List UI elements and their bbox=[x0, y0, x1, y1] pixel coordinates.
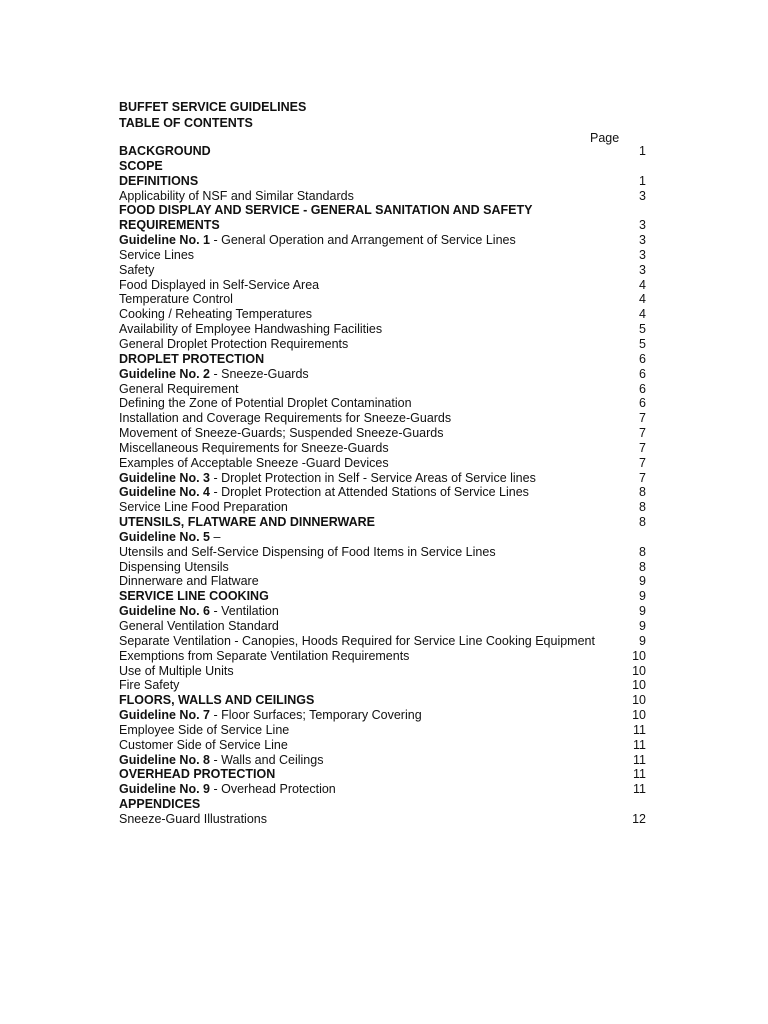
toc-page-number: 5 bbox=[639, 336, 646, 351]
guideline-title: – bbox=[210, 529, 221, 544]
toc-entry bbox=[119, 278, 646, 293]
toc-entry-label: Fire Safety bbox=[119, 678, 180, 693]
toc-entry-label: Utensils and Self-Service Dispensing of Food Items in Service Lines bbox=[119, 544, 496, 559]
toc-entry-label bbox=[119, 485, 529, 500]
toc-entry bbox=[119, 441, 646, 456]
guideline-title: - Floor Surfaces; Temporary Covering bbox=[210, 708, 422, 723]
toc-page-number: 4 bbox=[639, 277, 646, 292]
toc-entry-label: Exemptions from Separate Ventilation Requirements bbox=[119, 648, 410, 663]
toc-page-number: 9 bbox=[639, 574, 646, 589]
toc-entry-label: BACKGROUND bbox=[119, 144, 211, 158]
toc-page-number: 6 bbox=[639, 396, 646, 411]
toc-entry-label: REQUIREMENTS bbox=[119, 218, 220, 233]
toc-section-heading bbox=[119, 797, 646, 812]
toc-entry-label: Defining the Zone of Potential Droplet Contamination bbox=[119, 396, 412, 411]
toc-entry-label bbox=[119, 782, 336, 797]
toc-entry-label bbox=[119, 708, 422, 723]
toc-entry bbox=[119, 678, 646, 693]
toc-page-number: 8 bbox=[639, 559, 646, 574]
document-subtitle: TABLE OF CONTENTS bbox=[119, 116, 253, 130]
guideline-title: - Walls and Ceilings bbox=[210, 752, 324, 767]
guideline-number: Guideline No. 1 bbox=[119, 233, 210, 248]
toc-entry-label: Miscellaneous Requirements for Sneeze-Guards bbox=[119, 440, 389, 455]
toc-page-number: 8 bbox=[639, 544, 646, 559]
toc-entry-label bbox=[119, 471, 536, 486]
toc-entry-label: OVERHEAD PROTECTION bbox=[119, 767, 276, 782]
toc-guideline-entry bbox=[119, 708, 646, 723]
guideline-number: Guideline No. 8 bbox=[119, 752, 210, 767]
toc-section-heading bbox=[119, 144, 646, 159]
toc-page-number: 8 bbox=[639, 515, 646, 530]
toc-entry bbox=[119, 545, 646, 560]
toc-page-number: 8 bbox=[639, 485, 646, 500]
toc-entry bbox=[119, 456, 646, 471]
toc-entry bbox=[119, 619, 646, 634]
guideline-number: Guideline No. 4 bbox=[119, 485, 210, 500]
toc-entry-label: General Droplet Protection Requirements bbox=[119, 336, 349, 351]
toc-page-number: 7 bbox=[639, 440, 646, 455]
toc-section-heading bbox=[119, 589, 646, 604]
page-column-header: Page bbox=[590, 131, 620, 145]
toc-section-heading bbox=[119, 352, 646, 367]
toc-guideline-entry bbox=[119, 471, 646, 486]
toc-entry-label: Separate Ventilation - Canopies, Hoods Required for Service Line Cooking Equipment bbox=[119, 633, 595, 648]
toc-page-number: 11 bbox=[633, 737, 646, 752]
toc-section-heading bbox=[119, 203, 646, 218]
toc-entry bbox=[119, 382, 646, 397]
toc-entry bbox=[119, 307, 646, 322]
toc-page-number: 11 bbox=[633, 782, 646, 797]
toc-entry-label: Sneeze-Guard Illustrations bbox=[119, 811, 267, 826]
toc-entry-label: DEFINITIONS bbox=[119, 173, 199, 188]
guideline-title: - Droplet Protection in Self - Service Areas of Service lines bbox=[210, 470, 536, 485]
toc-entry bbox=[119, 426, 646, 441]
guideline-title: - Sneeze-Guards bbox=[210, 366, 309, 381]
toc-section-heading bbox=[119, 767, 646, 782]
toc-entry-label: Service Line Food Preparation bbox=[119, 500, 288, 515]
toc-page-number: 11 bbox=[633, 722, 646, 737]
toc-entry-label bbox=[119, 367, 309, 382]
toc-entry bbox=[119, 664, 646, 679]
toc-entry-label: Customer Side of Service Line bbox=[119, 737, 288, 752]
toc-entry-label: Food Displayed in Self-Service Area bbox=[119, 277, 320, 292]
toc-page-number: 7 bbox=[639, 470, 646, 485]
document-title: BUFFET SERVICE GUIDELINES bbox=[119, 100, 307, 114]
toc-entry bbox=[119, 649, 646, 664]
guideline-number: Guideline No. 5 bbox=[119, 529, 210, 544]
toc-section-heading bbox=[119, 159, 646, 174]
toc-entry-label: Employee Side of Service Line bbox=[119, 722, 290, 737]
toc-guideline-entry bbox=[119, 530, 646, 545]
guideline-number: Guideline No. 7 bbox=[119, 708, 210, 723]
toc-entry-label: SERVICE LINE COOKING bbox=[119, 589, 269, 604]
toc-entry-label bbox=[119, 530, 220, 545]
toc-entry-label bbox=[119, 604, 279, 619]
toc-entry bbox=[119, 396, 646, 411]
toc-entry-label bbox=[119, 753, 323, 768]
toc-entry-label: Examples of Acceptable Sneeze -Guard Devices bbox=[119, 455, 389, 470]
toc-entry bbox=[119, 248, 646, 263]
toc-page-number: 1 bbox=[639, 173, 646, 188]
toc-entry-label: DROPLET PROTECTION bbox=[119, 351, 265, 366]
toc-entry bbox=[119, 337, 646, 352]
toc-page-number: 3 bbox=[639, 262, 646, 277]
toc-entry-label: FOOD DISPLAY AND SERVICE - GENERAL SANITATION AND SAFETY bbox=[119, 203, 533, 218]
guideline-number: Guideline No. 3 bbox=[119, 470, 210, 485]
toc-guideline-entry bbox=[119, 604, 646, 619]
toc-page-number: 6 bbox=[639, 381, 646, 396]
toc-guideline-entry bbox=[119, 485, 646, 500]
toc-entry bbox=[119, 411, 646, 426]
toc-entry-label bbox=[119, 233, 516, 248]
toc-page-number: 9 bbox=[639, 589, 646, 604]
toc-page-number: 10 bbox=[632, 648, 646, 663]
toc-page-number: 3 bbox=[639, 218, 646, 233]
toc-page-number: 7 bbox=[639, 426, 646, 441]
toc-entry bbox=[119, 500, 646, 515]
toc-entry-label: FLOORS, WALLS AND CEILINGS bbox=[119, 693, 315, 708]
toc-page-number: 4 bbox=[639, 307, 646, 322]
toc-entry-label: Temperature Control bbox=[119, 292, 233, 307]
toc-page-number: 8 bbox=[639, 500, 646, 515]
toc-page-number: 11 bbox=[633, 767, 646, 782]
toc-guideline-entry bbox=[119, 782, 646, 797]
toc-entry bbox=[119, 738, 646, 753]
toc-entry bbox=[119, 189, 646, 204]
guideline-number: Guideline No. 9 bbox=[119, 782, 210, 797]
toc-entry-label: APPENDICES bbox=[119, 797, 201, 812]
toc-guideline-entry bbox=[119, 367, 646, 382]
toc-entry bbox=[119, 723, 646, 738]
guideline-title: - General Operation and Arrangement of Service Lines bbox=[210, 233, 516, 248]
toc-page-number: 1 bbox=[639, 144, 646, 158]
toc-entry-label: Installation and Coverage Requirements for Sneeze-Guards bbox=[119, 411, 452, 426]
toc-entry-label: SCOPE bbox=[119, 158, 163, 173]
toc-page-number: 6 bbox=[639, 351, 646, 366]
toc-page-number: 6 bbox=[639, 366, 646, 381]
toc-page-number: 9 bbox=[639, 619, 646, 633]
toc-page-number: 5 bbox=[639, 322, 646, 337]
toc-page-number: 9 bbox=[639, 633, 646, 648]
guideline-title: - Ventilation bbox=[210, 604, 279, 619]
toc-page-number: 10 bbox=[632, 708, 646, 723]
toc-entry-label: Cooking / Reheating Temperatures bbox=[119, 307, 312, 322]
toc-entry-label: Service Lines bbox=[119, 247, 195, 262]
toc-entry bbox=[119, 292, 646, 307]
toc-section-heading bbox=[119, 218, 646, 233]
toc-page-number: 10 bbox=[632, 663, 646, 678]
toc-entry bbox=[119, 574, 646, 589]
toc-page-number: 10 bbox=[632, 678, 646, 693]
toc-page-number: 11 bbox=[633, 752, 646, 767]
toc-page-number: 7 bbox=[639, 411, 646, 426]
guideline-number: Guideline No. 6 bbox=[119, 604, 210, 619]
toc-entry bbox=[119, 560, 646, 575]
toc-entry-label: General Ventilation Standard bbox=[119, 619, 279, 633]
toc-page-number: 12 bbox=[632, 811, 646, 826]
toc-entry-label: General Requirement bbox=[119, 381, 239, 396]
toc-page-number: 4 bbox=[639, 292, 646, 307]
toc-entry bbox=[119, 263, 646, 278]
toc-entry-label: Use of Multiple Units bbox=[119, 663, 234, 678]
toc-entry-label: Applicability of NSF and Similar Standards bbox=[119, 188, 354, 203]
toc-page-number: 7 bbox=[639, 455, 646, 470]
toc-guideline-entry bbox=[119, 233, 646, 248]
toc-page-number: 10 bbox=[632, 693, 646, 708]
guideline-title: - Overhead Protection bbox=[210, 782, 336, 797]
guideline-title: - Droplet Protection at Attended Stations of Service Lines bbox=[210, 485, 529, 500]
toc-entry-label: Dispensing Utensils bbox=[119, 559, 229, 574]
toc-entry-label: Availability of Employee Handwashing Facilities bbox=[119, 322, 383, 337]
toc-entry-label: Safety bbox=[119, 262, 155, 277]
toc-page-number: 9 bbox=[639, 604, 646, 619]
toc-entry bbox=[119, 322, 646, 337]
toc-page-number: 3 bbox=[639, 247, 646, 262]
toc-section-heading bbox=[119, 174, 646, 189]
toc-section-heading bbox=[119, 515, 646, 530]
toc-page-number: 3 bbox=[639, 188, 646, 203]
toc-entry bbox=[119, 812, 646, 827]
toc-section-heading bbox=[119, 693, 646, 708]
toc-page-number: 3 bbox=[639, 233, 646, 248]
guideline-number: Guideline No. 2 bbox=[119, 366, 210, 381]
table-of-contents bbox=[119, 144, 646, 827]
toc-entry-label: UTENSILS, FLATWARE AND DINNERWARE bbox=[119, 515, 376, 530]
toc-guideline-entry bbox=[119, 753, 646, 768]
toc-entry-label: Dinnerware and Flatware bbox=[119, 574, 259, 589]
toc-entry bbox=[119, 634, 646, 649]
toc-entry-label: Movement of Sneeze-Guards; Suspended Sneeze-Guards bbox=[119, 426, 444, 441]
